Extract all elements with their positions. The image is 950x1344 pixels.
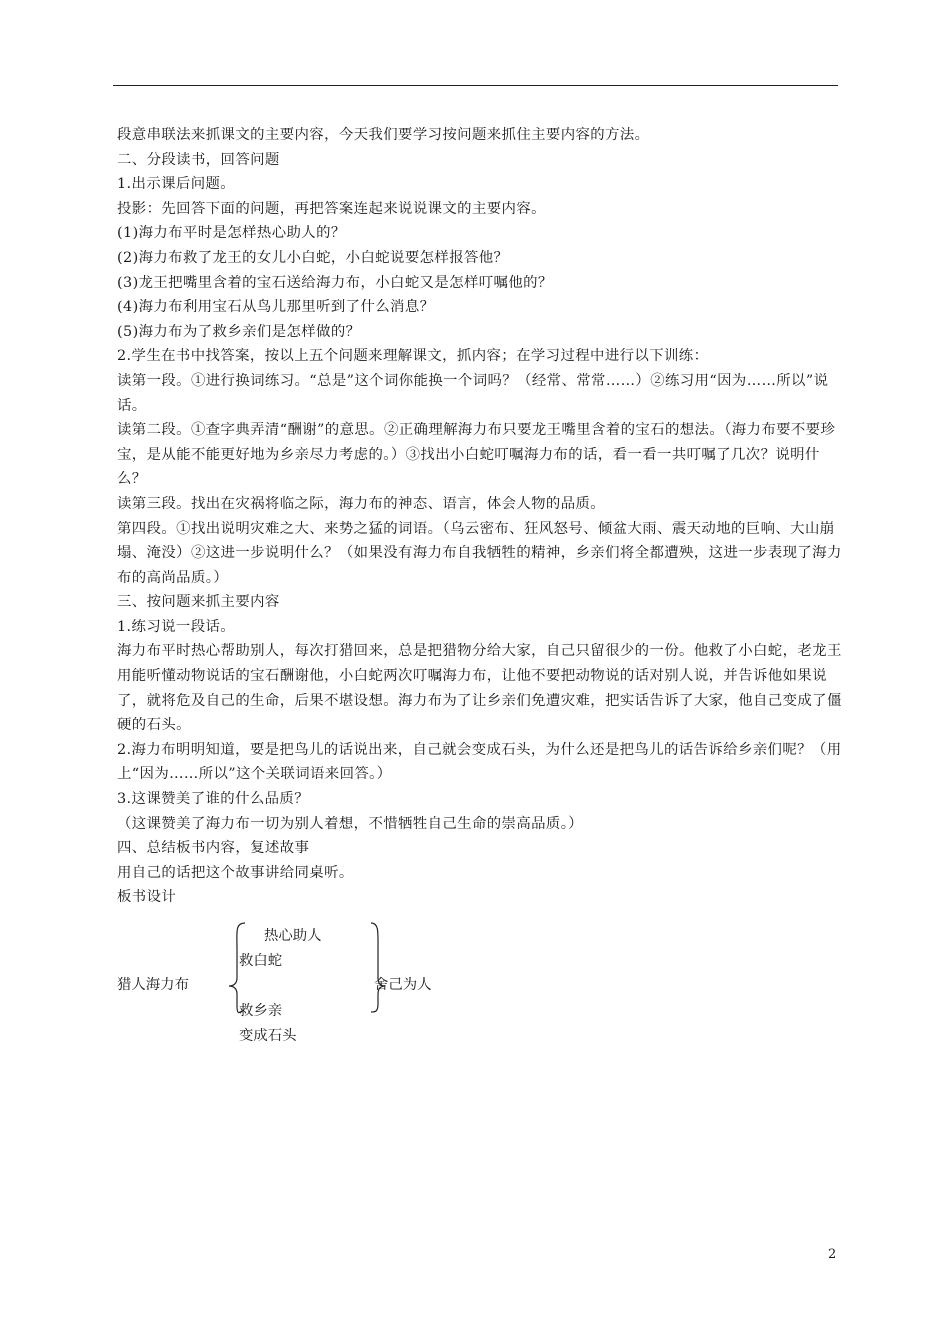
paragraph: 2.学生在书中找答案，按以上五个问题来理解课文，抓内容；在学习过程中进行以下训练： [117,348,709,365]
board-design-heading: 板书设计 [117,889,177,906]
header-rule [113,85,838,86]
question-item: (2)海力布救了龙王的女儿小白蛇，小白蛇说要怎样报答他？ [117,249,509,266]
paragraph: 海力布平时热心帮助别人，每次打猎回来，总是把猎物分给大家，自己只留很少的一份。他救了小白蛇，老龙王用能听懂动物说话的宝石酬谢他，小白蛇两次叮嘱海力布，让他不要把动物说的话对别人说，并告诉他如果说了，就将危及自己的生命，后果不堪设想。海力布为了让乡亲们免遭灾难，把实话告诉了大家，他自己变成了僵硬的石头。 [117,643,842,734]
paragraph: 3.这课赞美了谁的什么品质？ [117,791,310,808]
board-item: 变成石头 [239,1028,297,1044]
paragraph: 第四段。①找出说明灾难之大、来势之猛的词语。（乌云密布、狂风怒号、倾盆大雨、震天动地的巨响、大山崩塌、淹没）②这进一步说明什么？（如果没有海力布自我牺牲的精神，乡亲们将全都遭殃，这进一步表现了海力布的高尚品质。） [117,520,842,586]
board-item: 救乡亲 [239,1003,283,1019]
question-item: (1)海力布平时是怎样热心助人的？ [117,225,346,242]
paragraph: 1.出示课后问题。 [117,176,236,193]
board-design-diagram [117,920,517,1050]
section-heading: 二、分段读书，回答问题 [117,151,280,168]
paragraph: 1.练习说一段话。 [117,618,236,635]
board-item: 救白蛇 [239,953,283,969]
paragraph: 读第一段。①进行换词练习。“总是”这个词你能换一个词吗？（经常、常常……）②练习用“因为……所以”说话。 [117,372,829,414]
paragraph: 用自己的话把这个故事讲给同桌听。 [117,864,354,881]
paragraph: （这课赞美了海力布一切为别人着想，不惜牺牲自己生命的崇高品质。） [117,815,584,832]
right-brace [371,923,385,1012]
question-item: (5)海力布为了救乡亲们是怎样做的？ [117,323,361,340]
section-heading: 三、按问题来抓主要内容 [117,594,280,611]
question-item: (4)海力布利用宝石从鸟儿那里听到了什么消息？ [117,299,435,316]
paragraph: 段意串联法来抓课文的主要内容，今天我们要学习按问题来抓住主要内容的方法。 [117,127,650,143]
board-left-label: 猎人海力布 [117,977,189,993]
body-text [117,123,842,910]
paragraph: 读第二段。①查字典弄清“酬谢”的意思。②正确理解海力布只要龙王嘴里含着的宝石的想法。（海力布要不要珍宝，是从能不能更好地为乡亲尽力考虑的。）③找出小白蛇叮嘱海力布的话，看一看一共叮嘱了几次？说明什么？ [117,422,836,488]
section-heading: 四、总结板书内容，复述故事 [117,840,310,857]
question-item: (3)龙王把嘴里含着的宝石送给海力布，小白蛇又是怎样叮嘱他的？ [117,274,553,291]
board-item: 热心助人 [264,928,322,944]
board-right-label: 舍己为人 [374,977,432,993]
paragraph: 投影：先回答下面的问题，再把答案连起来说说课文的主要内容。 [117,200,546,217]
paragraph: 2.海力布明明知道，要是把鸟儿的话说出来，自己就会变成石头，为什么还是把鸟儿的话告诉给乡亲们呢？（用上“因为……所以”这个关联词语来回答。） [117,741,842,783]
page-number: 2 [828,1247,837,1262]
paragraph: 读第三段。找出在灾祸将临之际，海力布的神态、语言，体会人物的品质。 [117,495,606,512]
